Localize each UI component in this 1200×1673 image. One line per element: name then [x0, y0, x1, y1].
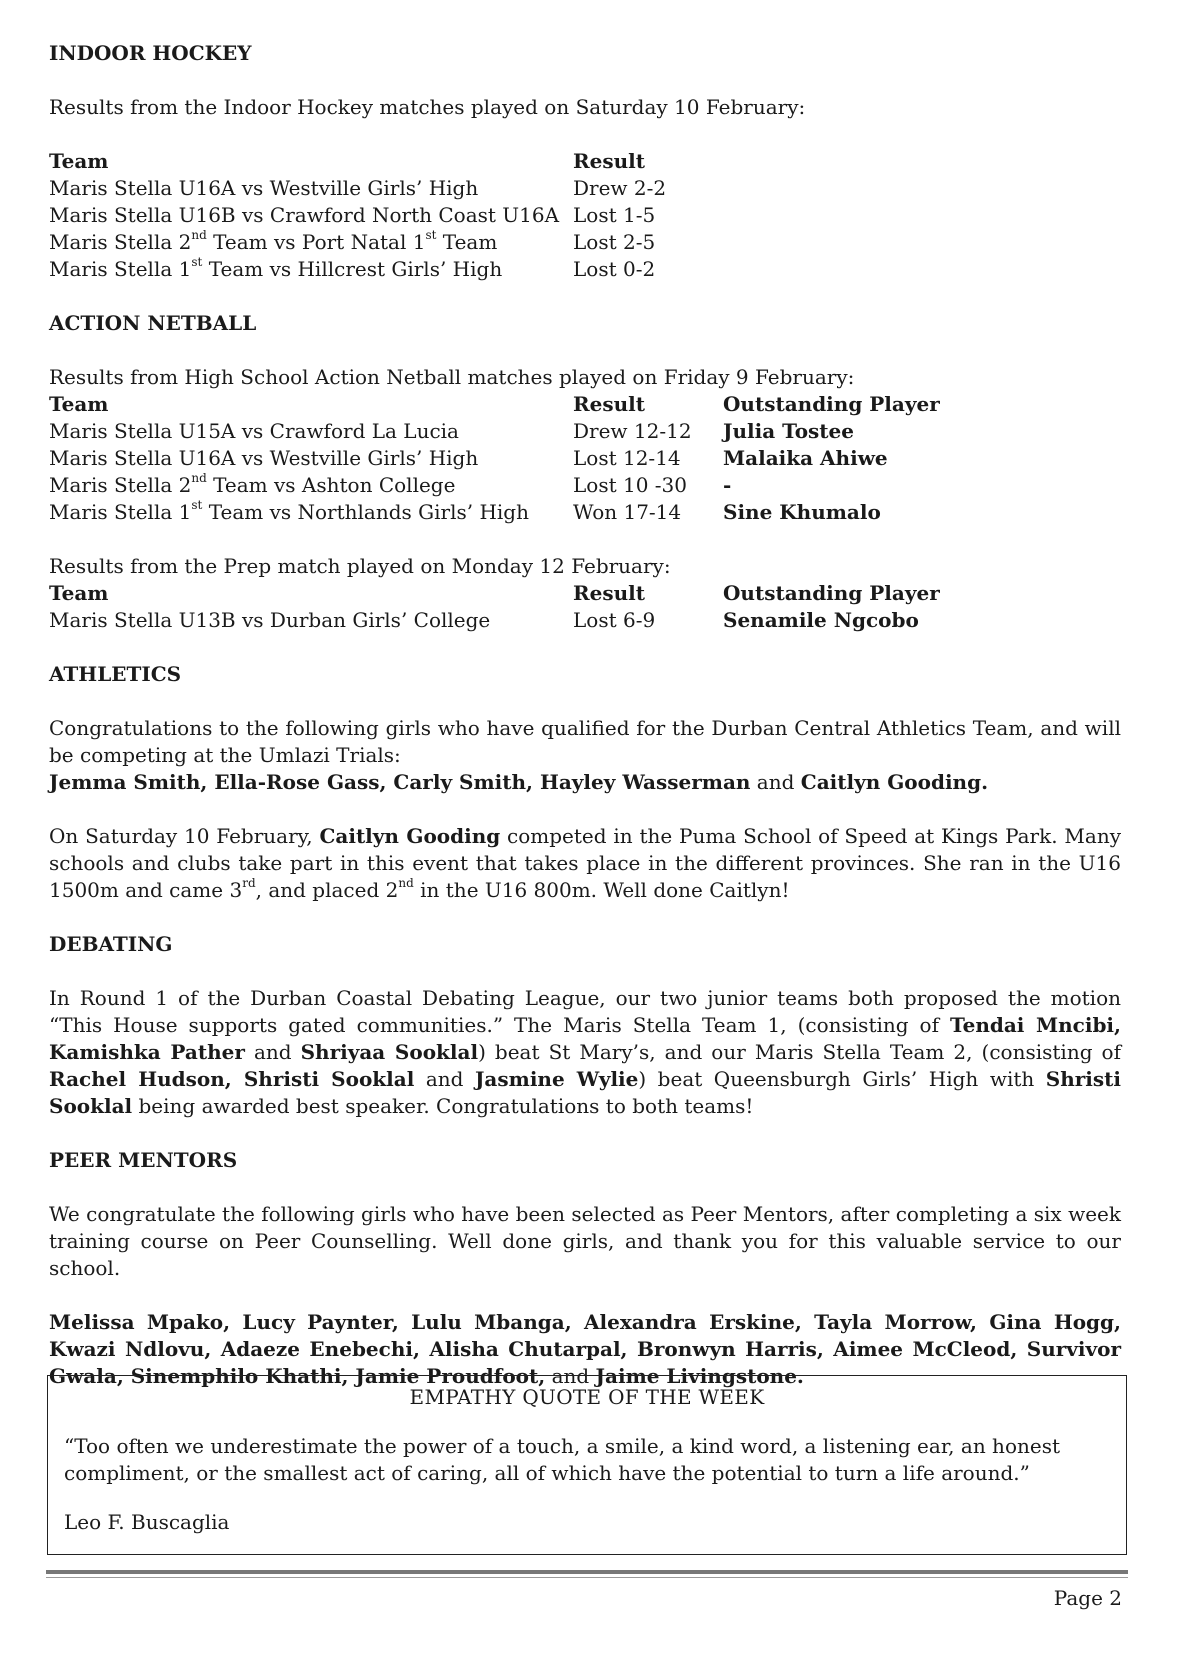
team-cell: Maris Stella U16B vs Crawford North Coast U16A	[49, 203, 560, 227]
player-cell: Sine Khumalo	[723, 500, 881, 524]
hockey-col-team: Team	[49, 149, 109, 173]
page-number: Page 2	[1053, 1586, 1122, 1610]
team-cell: Maris Stella 1st Team vs Hillcrest Girls’ High	[49, 255, 503, 281]
hockey-heading: INDOOR HOCKEY	[49, 41, 252, 65]
quote-text: “Too often we underestimate the power of a touch, a smile, a kind word, a listening ear, an honest compliment, or the smallest act of caring, all of which have the potential to turn a life around.”	[64, 1434, 1060, 1485]
team-cell: Maris Stella U13B vs Durban Girls’ College	[49, 608, 491, 632]
result-cell: Lost 10 -30	[573, 473, 687, 497]
prep-col-player: Outstanding Player	[723, 581, 940, 605]
athletics-paragraph-1: Congratulations to the following girls who have qualified for the Durban Central Athletics Team, and will be competing at the Umlazi Trials:	[49, 716, 1121, 767]
debating-heading: DEBATING	[49, 932, 173, 956]
mentors-names: Melissa Mpako, Lucy Paynter, Lulu Mbanga, Alexandra Erskine, Tayla Morrow, Gina Hogg, Kwazi Ndlovu, Adaeze Enebechi, Alisha Chutarpal, Bronwyn Harris, Aimee McCleod, Survivor Gwala, Sinemphilo Khathi, Jamie Proudfoot, and Jaime Livingstone.	[49, 1310, 1121, 1388]
player-cell: Julia Tostee	[723, 419, 854, 443]
table-row	[49, 256, 1121, 283]
result-cell: Lost 0-2	[573, 257, 656, 281]
table-row	[49, 229, 1121, 256]
prep-col-result: Result	[573, 581, 645, 605]
hockey-col-result: Result	[573, 149, 645, 173]
quote-author: Leo F. Buscaglia	[64, 1510, 230, 1534]
page-content	[49, 40, 1121, 1390]
athletics-names: Jemma Smith, Ella-Rose Gass, Carly Smith, Hayley Wasserman and Caitlyn Gooding.	[49, 770, 989, 794]
hockey-table-header	[49, 148, 1121, 175]
footer-rule	[46, 1570, 1128, 1574]
table-row	[49, 418, 1121, 445]
player-cell: -	[723, 473, 732, 497]
result-cell: Drew 12-12	[573, 419, 692, 443]
mentors-heading: PEER MENTORS	[49, 1148, 238, 1172]
hockey-intro: Results from the Indoor Hockey matches played on Saturday 10 February:	[49, 95, 806, 119]
player-cell: Malaika Ahiwe	[723, 446, 888, 470]
table-row	[49, 472, 1121, 499]
athletics-paragraph-2: On Saturday 10 February, Caitlyn Gooding competed in the Puma School of Speed at Kings Park. Many schools and clubs take part in this event that takes place in the different provinces. She ran in the U16 1500m and came 3rd, and placed 2nd in the U16 800m. Well done Caitlyn!	[49, 824, 1121, 902]
result-cell: Lost 6-9	[573, 608, 656, 632]
athletics-heading: ATHLETICS	[49, 662, 182, 686]
quote-title: EMPATHY QUOTE OF THE WEEK	[409, 1385, 765, 1409]
netball-col-player: Outstanding Player	[723, 392, 940, 416]
netball-col-result: Result	[573, 392, 645, 416]
table-row	[49, 175, 1121, 202]
quote-box	[47, 1375, 1127, 1555]
prep-col-team: Team	[49, 581, 109, 605]
team-cell: Maris Stella 2nd Team vs Ashton College	[49, 471, 456, 497]
table-row	[49, 607, 1121, 634]
netball-col-team: Team	[49, 392, 109, 416]
netball-intro: Results from High School Action Netball matches played on Friday 9 February:	[49, 365, 855, 389]
team-cell: Maris Stella 2nd Team vs Port Natal 1st Team	[49, 228, 498, 254]
player-cell: Senamile Ngcobo	[723, 608, 919, 632]
table-row	[49, 202, 1121, 229]
debating-paragraph: In Round 1 of the Durban Coastal Debating League, our two junior teams both proposed the motion “This House supports gated communities.” The Maris Stella Team 1, (consisting of Tendai Mncibi, Kamishka Pather and Shriyaa Sooklal) beat St Mary’s, and our Maris Stella Team 2, (consisting of Rachel Hudson, Shristi Sooklal and Jasmine Wylie) beat Queensburgh Girls’ High with Shristi Sooklal being awarded best speaker. Congratulations to both teams!	[49, 986, 1122, 1118]
result-cell: Lost 12-14	[573, 446, 681, 470]
result-cell: Lost 2-5	[573, 230, 656, 254]
table-row	[49, 445, 1121, 472]
netball-heading: ACTION NETBALL	[49, 311, 257, 335]
team-cell: Maris Stella U16A vs Westville Girls’ High	[49, 446, 479, 470]
prep-table-header	[49, 580, 1121, 607]
result-cell: Won 17-14	[573, 500, 682, 524]
footer-rule-thin	[46, 1577, 1128, 1578]
team-cell: Maris Stella U16A vs Westville Girls’ High	[49, 176, 479, 200]
table-row	[49, 499, 1121, 526]
prep-intro: Results from the Prep match played on Monday 12 February:	[49, 554, 671, 578]
mentors-paragraph: We congratulate the following girls who have been selected as Peer Mentors, after completing a six week training course on Peer Counselling. Well done girls, and thank you for this valuable service to our school.	[49, 1202, 1121, 1280]
result-cell: Drew 2-2	[573, 176, 667, 200]
result-cell: Lost 1-5	[573, 203, 656, 227]
netball-table-header	[49, 391, 1121, 418]
team-cell: Maris Stella 1st Team vs Northlands Girls’ High	[49, 498, 529, 524]
team-cell: Maris Stella U15A vs Crawford La Lucia	[49, 419, 459, 443]
